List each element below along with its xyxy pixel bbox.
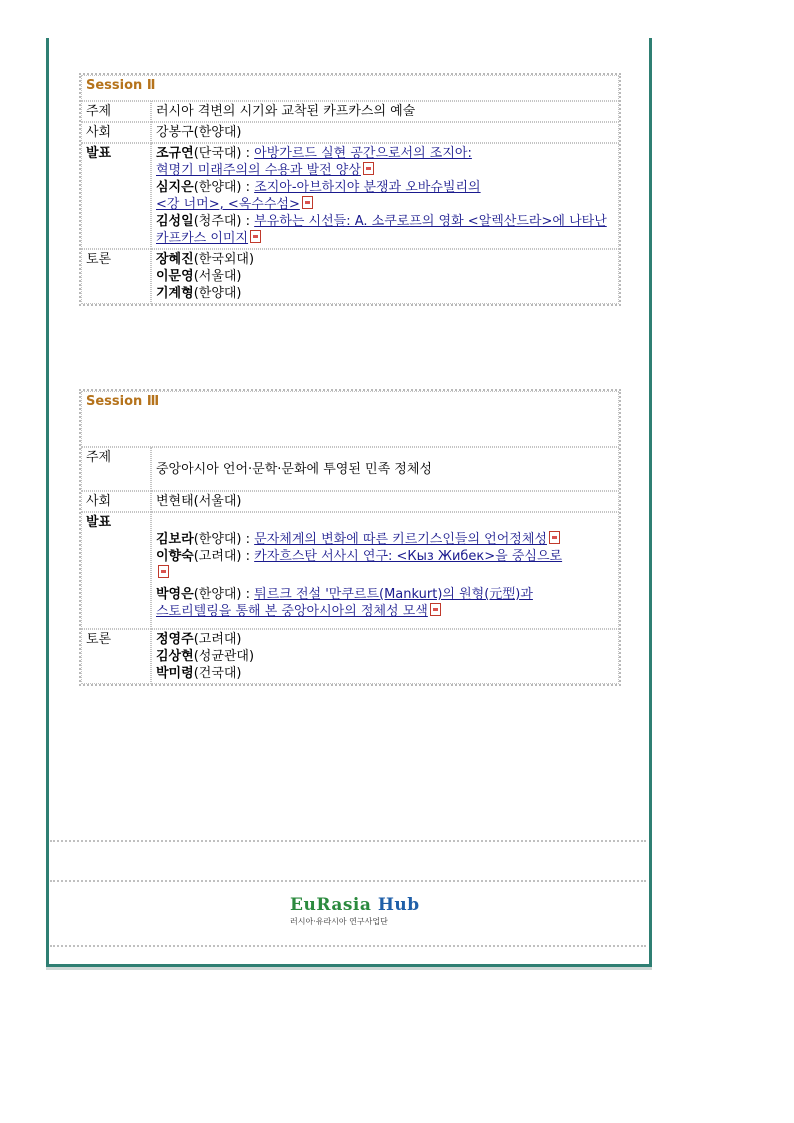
- paper-link[interactable]: 아방가르드 실현 공간으로서의 조지아: 혁명기 미래주의의 수용과 발전 양상: [156, 146, 472, 178]
- session-2-table: [79, 73, 621, 306]
- chair-text: 변현태(서울대): [151, 491, 619, 512]
- paper-link[interactable]: 문자체계의 변화에 따른 키르기스인들의 언어정체성: [254, 532, 547, 547]
- presenters-list: [151, 512, 619, 629]
- presenter-item: [156, 586, 614, 620]
- presenters-label: 발표: [81, 143, 151, 249]
- presenter-affiliation: (한양대) :: [193, 532, 255, 547]
- discussant-item: 이문영(서울대): [156, 269, 242, 284]
- chair-text: 강봉구(한양대): [151, 122, 619, 143]
- session-2-header: [81, 75, 619, 101]
- presenter-affiliation: (한양대) :: [193, 180, 255, 195]
- pdf-icon[interactable]: [250, 230, 261, 243]
- discussants-label: 토론: [81, 249, 151, 304]
- presenter-name: 심지은: [156, 180, 194, 195]
- divider: [50, 840, 646, 842]
- topic-text: 러시아 격변의 시기와 교착된 카프카스의 예술: [151, 101, 619, 122]
- session-3-table: [79, 389, 621, 686]
- presenter-name: 이향숙: [156, 549, 194, 564]
- paper-link[interactable]: 카자흐스탄 서사시 연구: <Кыз Жибек>을 중심으로: [254, 549, 563, 564]
- session-3-header: [81, 391, 619, 447]
- eurasia-hub-logo: EuRasia Hub 러시아·유라시아 연구사업단: [290, 895, 420, 926]
- topic-text: 중앙아시아 언어·문학·문화에 투영된 민족 정체성: [151, 447, 619, 491]
- presenter-affiliation: (단국대) :: [193, 146, 255, 161]
- discussant-item: 김상현(성균관대): [156, 649, 255, 664]
- presenter-name: 김성일: [156, 214, 194, 229]
- presenter-item: [156, 531, 614, 548]
- presenter-affiliation: (한양대) :: [193, 587, 255, 602]
- presenter-name: 조규연: [156, 146, 194, 161]
- pdf-icon[interactable]: [549, 531, 560, 544]
- chair-label: 사회: [81, 122, 151, 143]
- pdf-icon[interactable]: [430, 603, 441, 616]
- presenter-item: [156, 179, 614, 213]
- pdf-icon[interactable]: [363, 162, 374, 175]
- presenter-item: [156, 213, 614, 247]
- presenter-item: [156, 548, 614, 582]
- paper-link[interactable]: 조지아-아브하지야 분쟁과 오바슈빌리의 <강 너머>, <옥수수섬>: [156, 180, 481, 212]
- presenters-label: 발표: [81, 512, 151, 629]
- session-title: Session Ⅱ: [86, 78, 156, 93]
- topic-label: 주제: [81, 447, 151, 491]
- discussant-item: 정영주(고려대): [156, 632, 242, 647]
- discussant-item: 기계형(한양대): [156, 286, 242, 301]
- divider: [50, 945, 646, 947]
- discussants-label: 토론: [81, 629, 151, 684]
- paper-link[interactable]: 부유하는 시선들: A. 소쿠로프의 영화 <알렉산드라>에 나타난 카프카스 이미지: [156, 214, 607, 246]
- discussant-item: 박미령(건국대): [156, 666, 242, 681]
- chair-label: 사회: [81, 491, 151, 512]
- presenter-affiliation: (고려대) :: [193, 549, 255, 564]
- pdf-icon[interactable]: [158, 565, 169, 578]
- presenter-name: 박영은: [156, 587, 194, 602]
- paper-link[interactable]: 튀르크 전설 '만쿠르트(Mankurt)의 원형(元型)과 스토리텔링을 통해 본 중앙아시아의 정체성 모색: [156, 587, 533, 619]
- pdf-icon[interactable]: [302, 196, 313, 209]
- logo-subtitle: 러시아·유라시아 연구사업단: [290, 917, 388, 926]
- discussants-list: [151, 629, 619, 684]
- presenters-list: [151, 143, 619, 249]
- divider: [50, 880, 646, 882]
- discussants-list: [151, 249, 619, 304]
- presenter-affiliation: (청주대) :: [193, 214, 255, 229]
- presenter-name: 김보라: [156, 532, 194, 547]
- presenter-item: [156, 145, 614, 179]
- topic-label: 주제: [81, 101, 151, 122]
- session-title: Session Ⅲ: [86, 394, 160, 409]
- discussant-item: 장혜진(한국외대): [156, 252, 255, 267]
